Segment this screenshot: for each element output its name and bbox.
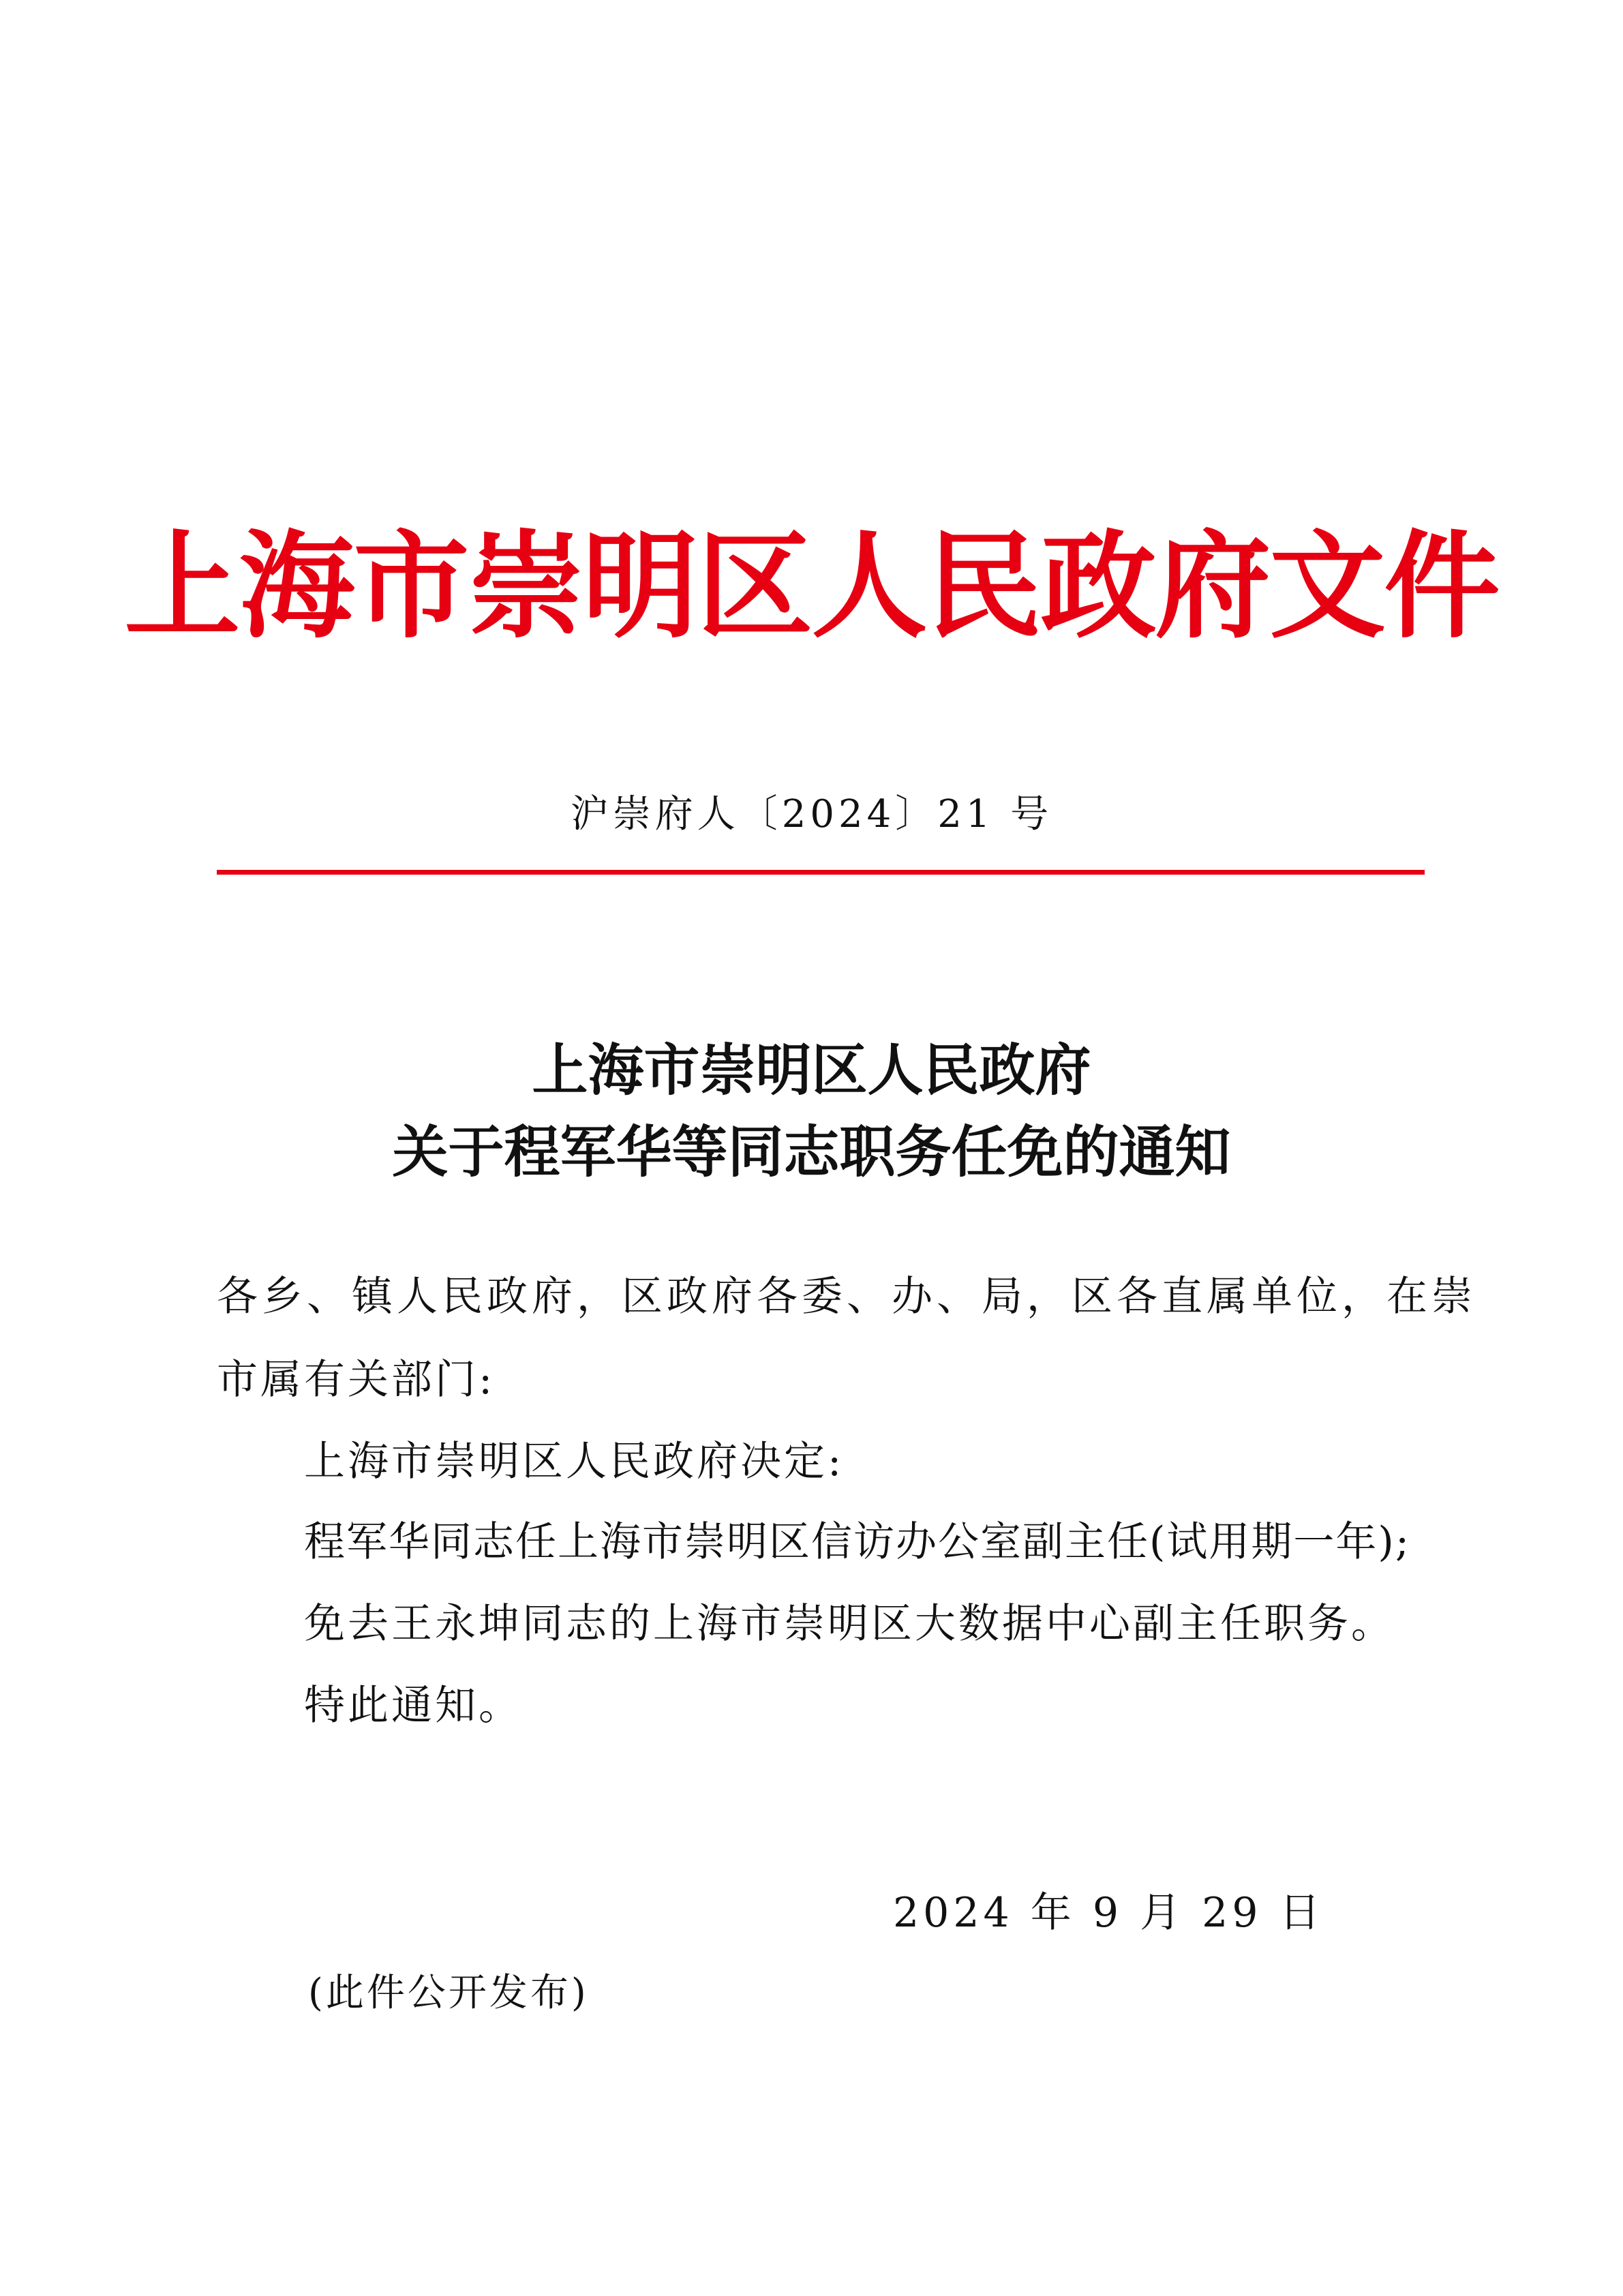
red-separator-line [217,870,1425,875]
appointment-paragraph: 程军华同志任上海市崇明区信访办公室副主任(试用期一年); [304,1518,1411,1566]
addressee-line-2: 市属有关部门: [217,1356,496,1404]
removal-paragraph: 免去王永坤同志的上海市崇明区大数据中心副主任职务。 [304,1600,1395,1648]
addressee-line-1: 各乡、镇人民政府，区政府各委、办、局，区各直属单位，在崇 [217,1273,1476,1320]
document-masthead: 上海市崇明区人民政府文件 [124,518,1499,654]
issue-date: 2024 年 9 月 29 日 [893,1889,1324,1937]
decision-paragraph: 上海市崇明区人民政府决定: [304,1438,845,1485]
document-number: 沪崇府人〔2024〕21 号 [570,792,1053,836]
notice-title-line-2: 关于程军华等同志职务任免的通知 [392,1119,1231,1185]
publish-note: (此件公开发布) [308,1971,589,2015]
notice-title-line-1: 上海市崇明区人民政府 [532,1038,1091,1103]
closing-paragraph: 特此通知。 [304,1682,522,1729]
